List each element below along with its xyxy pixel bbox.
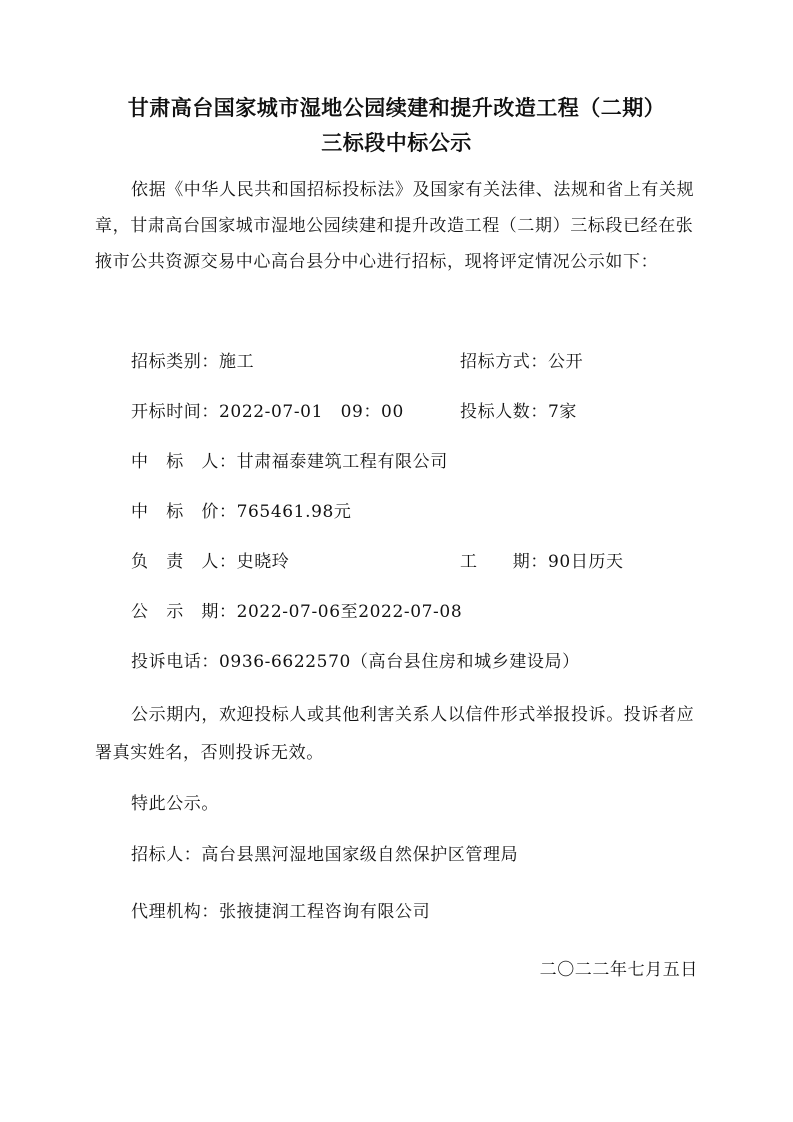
intro-paragraph: 依据《中华人民共和国招标投标法》及国家有关法律、法规和省上有关规章，甘肃高台国家城市湿地公园续建和提升改造工程（二期）三标段已经在张掖市公共资源交易中心高台县分中心进行招标，现将评定情况公示如下：	[95, 180, 695, 272]
bid-category: 招标类别：施工	[131, 352, 255, 372]
complaint-note: 公示期内，欢迎投标人或其他利害关系人以信件形式举报投诉。投诉者应署真实姓名，否则投诉无效。	[95, 705, 695, 763]
construction-duration: 工 期：90日历天	[460, 552, 624, 572]
notice-period: 公 示 期：2022-07-06至2022-07-08	[131, 602, 463, 622]
tenderer: 招标人：高台县黑河湿地国家级自然保护区管理局	[131, 845, 519, 865]
notice-date: 二〇二二年七月五日	[539, 960, 698, 980]
agency: 代理机构：张掖捷润工程咨询有限公司	[131, 902, 431, 922]
complaint-phone: 投诉电话：0936-6622570（高台县住房和城乡建设局）	[131, 652, 580, 672]
notice-title-line2: 三标段中标公示	[321, 131, 472, 155]
winning-price: 中 标 价：765461.98元	[131, 502, 352, 522]
winning-bidder: 中 标 人：甘肃福泰建筑工程有限公司	[131, 452, 448, 472]
notice-title-line1: 甘肃高台国家城市湿地公园续建和提升改造工程（二期）	[127, 96, 666, 120]
closing-statement: 特此公示。	[131, 794, 219, 814]
opening-time: 开标时间：2022-07-01 09：00	[131, 402, 404, 422]
bidder-count: 投标人数：7家	[460, 402, 578, 422]
bid-method: 招标方式：公开	[460, 352, 584, 372]
responsible-person: 负 责 人：史晓玲	[131, 552, 290, 572]
